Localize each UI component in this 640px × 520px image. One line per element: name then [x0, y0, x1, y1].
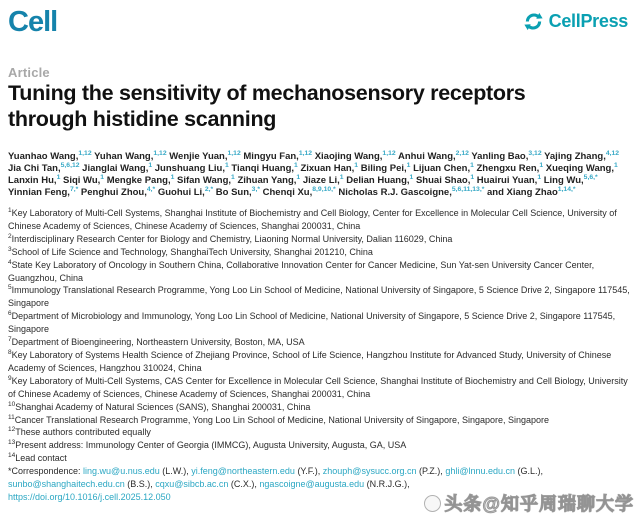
author-affiliation-superscript: 1	[406, 161, 411, 169]
affiliation-item: $^7$Department of Bioengineering, Northeastern University, Boston, MA, USA	[8, 336, 305, 348]
article-kicker: Article	[8, 65, 50, 80]
author-affiliation-superscript: 1	[231, 173, 235, 181]
correspondence-initials: (G.L.),	[515, 466, 544, 477]
affiliation-number: 1	[8, 207, 12, 214]
author-name: and Xiang Zhao	[487, 187, 558, 198]
affiliation-item: $^5$Immunology Translational Research Programme, Yong Loo Lin School of Medicine, National University of Singapore, 5 Science Drive 2, Singapore 117545, Singapore	[8, 284, 630, 309]
author-affiliation-superscript: 1	[339, 173, 344, 181]
author-affiliation-superscript: 4,12	[605, 149, 620, 157]
author-affiliation-superscript: 1,12	[382, 149, 396, 157]
correspondence-initials: (Y.F.),	[294, 466, 323, 477]
author-name: Jia Chi Tan,	[8, 163, 61, 174]
author-affiliation-superscript: 1	[539, 161, 544, 169]
correspondence-email-link[interactable]: ngascoigne@augusta.edu	[259, 479, 365, 490]
author-name: Ling Wu,	[543, 175, 584, 186]
author-affiliation-superscript: 1,12	[153, 149, 167, 157]
affiliation-number: 11	[8, 413, 15, 421]
affiliation-item: $^{12}$These authors contributed equally	[8, 426, 151, 438]
author-affiliation-superscript: 5,6,12	[60, 161, 80, 169]
author-name: Siqi Wu,	[62, 175, 101, 186]
author-name: Jianglai Wang,	[82, 163, 149, 174]
cellpress-logo	[523, 11, 628, 32]
author-name: Tianqi Huang,	[231, 163, 295, 174]
author-affiliation-superscript: 3,12	[528, 149, 542, 157]
correspondence-email-link[interactable]: yi.feng@northeastern.edu	[191, 466, 295, 477]
author-name: Xueqing Wang,	[545, 163, 614, 174]
watermark-text: 头条@知乎周瑞聊大学	[444, 494, 634, 514]
author-name: Delian Huang,	[346, 175, 410, 186]
affiliation-number: 10	[8, 400, 16, 408]
affiliation-item: $^{10}$Shanghai Academy of Natural Sciences (SANS), Shanghai 200031, China	[8, 400, 311, 412]
author-name: Wenjie Yuan,	[169, 151, 228, 162]
author-name: Jiaze Li,	[302, 175, 340, 186]
author-affiliation-superscript: 1,14,*	[557, 185, 576, 193]
correspondence-initials: (B.S.),	[124, 479, 156, 490]
author-affiliation-superscript: 1	[56, 173, 61, 181]
author-affiliation-superscript: 1	[100, 173, 105, 181]
author-affiliation-superscript: 1,12	[227, 149, 241, 157]
affiliation-item: $^2$Interdisciplinary Research Center for Biology and Chemistry, Liaoning Normal University, Dalian 116029, China	[8, 232, 453, 244]
author-affiliation-superscript: 5,6,*	[583, 173, 598, 181]
author-name: Shuai Shao,	[415, 175, 471, 186]
author-name: Mingyu Fan,	[243, 151, 299, 162]
doi-link[interactable]: https://doi.org/10.1016/j.cell.2025.12.050	[8, 491, 171, 502]
affiliation-number: 8	[8, 348, 12, 356]
affiliation-number: 12	[8, 426, 16, 434]
affiliation-number: 13	[8, 439, 16, 447]
author-affiliation-superscript: 1	[148, 161, 153, 169]
affiliation-item: $^9$Key Laboratory of Multi-Cell Systems, CAS Center for Excellence in Molecular Cell Science, Shanghai Institute of Biochemistry and Cell Biology, University of Chinese Academy of Sciences, Chinese Academy of Sciences, Shanghai 200031, China	[8, 374, 628, 399]
author-affiliation-superscript: 2,12	[455, 149, 469, 157]
author-name: Junshuang Liu,	[154, 163, 225, 174]
cellpress-swirl-icon	[523, 11, 544, 32]
author-name: Lijuan Chen,	[413, 163, 471, 174]
author-affiliation-superscript: 8,9,10,*	[312, 185, 336, 193]
author-name: Penghui Zhou,	[80, 187, 147, 198]
author-affiliation-superscript: 4,*	[146, 185, 156, 193]
author-affiliation-superscript: 3,*	[251, 185, 260, 193]
author-affiliation-superscript: 1	[614, 161, 618, 169]
affiliation-number: 9	[8, 374, 12, 382]
author-affiliation-superscript: 1	[224, 161, 229, 169]
affiliation-number: 7	[8, 336, 12, 344]
author-name: Nicholas R.J. Gascoigne,	[338, 187, 452, 198]
author-name: Yinnian Feng,	[8, 187, 70, 198]
affiliation-item: $^{14}$Lead contact	[8, 452, 67, 464]
affiliation-number: 3	[8, 245, 12, 253]
affiliation-number: 2	[8, 232, 12, 240]
correspondence-initials: (C.X.),	[228, 479, 260, 490]
author-affiliation-superscript: 1	[470, 173, 475, 181]
author-name: Guohui Li,	[157, 187, 205, 198]
author-name: Zhengxu Ren,	[476, 163, 540, 174]
author-name: Xiaojing Wang,	[314, 151, 383, 162]
correspondence-line	[8, 465, 632, 491]
author-name: Yanling Bao,	[471, 151, 529, 162]
author-name: Yuanhao Wang,	[8, 151, 79, 162]
affiliation-number: 14	[8, 452, 16, 460]
correspondence-email-link[interactable]: sunbo@shanghaitech.edu.cn	[8, 479, 125, 490]
author-name: Anhui Wang,	[397, 151, 456, 162]
author-affiliation-superscript: 1	[537, 173, 542, 181]
author-affiliation-superscript: 5,6,11,13,*	[451, 185, 485, 193]
author-affiliation-superscript: 7,*	[69, 185, 79, 193]
correspondence-email-link[interactable]: cqxu@sibcb.ac.cn	[155, 479, 229, 490]
correspondence-initials: (P.Z.),	[416, 466, 446, 477]
affiliation-item: $^6$Department of Microbiology and Immunology, Yong Loo Lin School of Medicine, National University of Singapore, 5 Science Drive 2, Singapore 117545, Singapore	[8, 310, 616, 335]
affiliation-number: 6	[8, 310, 12, 318]
author-affiliation-superscript: 1	[354, 161, 359, 169]
correspondence-email-link[interactable]: ghli@lnnu.edu.cn	[445, 466, 515, 477]
correspondence-email-link[interactable]: ling.wu@u.nus.edu	[83, 466, 160, 477]
author-name: Chenqi Xu,	[262, 187, 313, 198]
author-name: Lanxin Hu,	[8, 175, 57, 186]
author-affiliation-superscript: 1	[470, 161, 474, 169]
author-name: Yuhan Wang,	[94, 151, 154, 162]
cell-journal-logo: Cell	[8, 6, 58, 38]
author-name: Yajing Zhang,	[544, 151, 606, 162]
author-list	[8, 151, 632, 199]
paper-title: Tuning the sensitivity of mechanosensory receptors through histidine scanning	[8, 81, 526, 131]
cellpress-logo-text: CellPress	[548, 11, 628, 31]
affiliation-item: $^8$Key Laboratory of Systems Health Science of Zhejiang Province, School of Life Science, Hangzhou Institute for Advanced Study, University of Chinese Academy of Sciences, Hangzhou 310024, China	[8, 348, 612, 373]
correspondence-label: *Correspondence:	[8, 466, 84, 477]
author-affiliation-superscript: 1	[294, 161, 298, 169]
affiliation-number: 5	[8, 284, 12, 292]
correspondence-initials: (L.W.),	[159, 466, 192, 477]
author-name: Bo Sun,	[215, 187, 252, 198]
doi-line	[8, 491, 632, 504]
affiliation-item: $^3$School of Life Science and Technology, ShanghaiTech University, Shanghai 201210, China	[8, 245, 373, 257]
correspondence-initials: (N.R.J.G.),	[364, 479, 410, 490]
author-affiliation-superscript: 2,*	[204, 185, 214, 193]
author-affiliation-superscript: 1,12	[298, 149, 313, 157]
affiliation-item: $^4$State Key Laboratory of Oncology in Southern China, Collaborative Innovation Center for Cancer Medicine, Sun Yat-sen University Cancer Center, Guangzhou, China	[8, 258, 595, 283]
affiliation-item: $^{13}$Present address: Immunology Center of Georgia (IMMCG), Augusta University, Augusta, GA, USA	[8, 439, 407, 451]
affiliation-list	[8, 207, 632, 465]
author-affiliation-superscript: 1,12	[78, 149, 92, 157]
affiliation-item: $^{11}$Cancer Translational Research Programme, Yong Loo Lin School of Medicine, National University of Singapore, Singapore, Singapore	[8, 413, 550, 425]
author-name: Huairui Yuan,	[476, 175, 538, 186]
correspondence-email-link[interactable]: zhouph@sysucc.org.cn	[322, 466, 417, 477]
author-affiliation-superscript: 1	[170, 173, 175, 181]
author-affiliation-superscript: 1	[409, 173, 414, 181]
author-name: Zixuan Han,	[300, 163, 355, 174]
author-name: Zihuan Yang,	[237, 175, 297, 186]
page-header	[8, 8, 632, 38]
affiliation-item: $^1$Key Laboratory of Multi-Cell Systems, Shanghai Institute of Biochemistry and Cell Biology, Center for Excellence in Molecular Cell Science, University of Chinese Academy of Sciences, Chinese Academy of Sciences, Shanghai 200031, China	[8, 207, 617, 231]
author-name: Biling Pei,	[360, 163, 407, 174]
author-name: Sifan Wang,	[177, 175, 232, 186]
author-name: Mengke Pang,	[106, 175, 171, 186]
affiliation-number: 4	[8, 258, 12, 266]
author-affiliation-superscript: 1	[296, 173, 301, 181]
